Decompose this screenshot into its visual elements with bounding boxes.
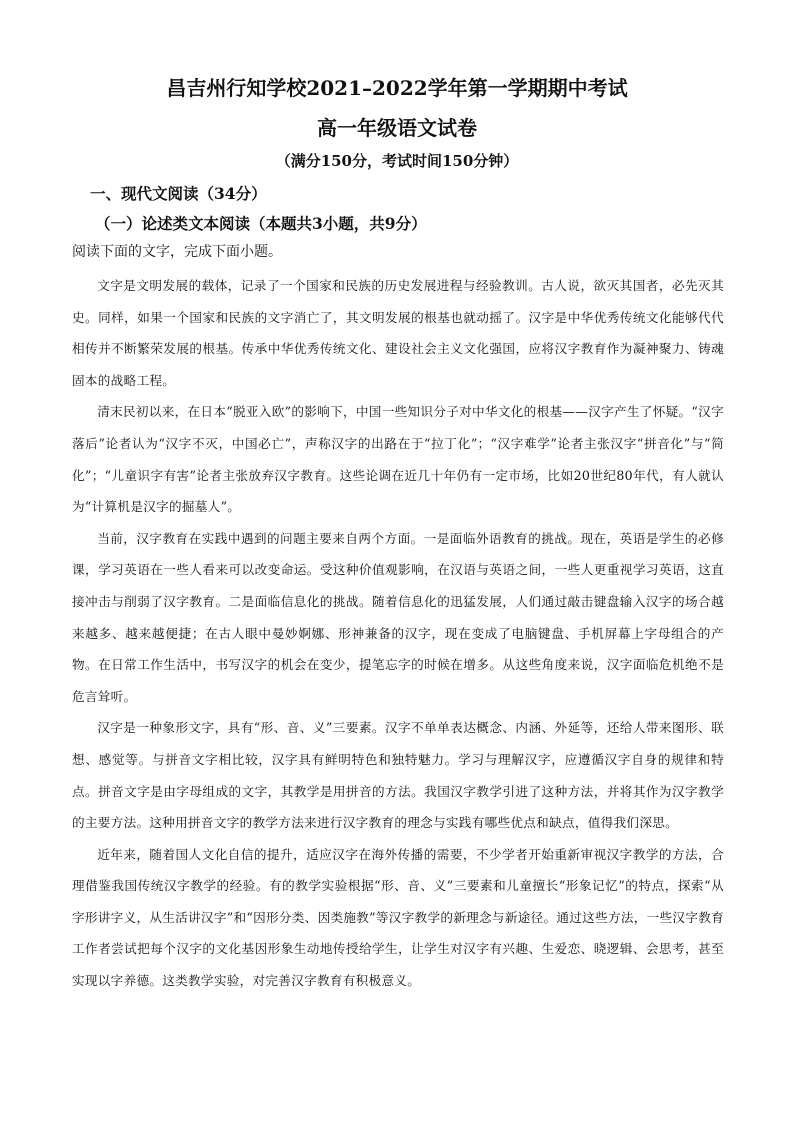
- passage-paragraph-2: 清末民初以来，在日本“脱亚入欧”的影响下，中国一些知识分子对中华文化的根基——汉字产生了怀疑。“汉字落后”论者认为“汉字不灭，中国必亡”，声称汉字的出路在于“拉丁化”；“汉字难学”论者主张汉字“拼音化”与“简化”；“儿童识字有害”论者主张放弃汉字教育。这些论调在近几十年仍有一定市场，比如20世纪80年代，有人就认为“计算机是汉字的掘墓人”。: [72, 404, 724, 515]
- passage-body: [72, 270, 724, 997]
- exam-title: 昌吉州行知学校2021–2022学年第一学期期中考试: [166, 76, 628, 100]
- reading-instruction: 阅读下面的文字，完成下面小题。: [72, 244, 282, 260]
- passage-paragraph-1: 文字是文明发展的载体，记录了一个国家和民族的历史发展进程与经验教训。古人说，欲灭其国者，必先灭其史。同样，如果一个国家和民族的文字消亡了，其文明发展的根基也就动摇了。汉字是中华优秀传统文化能够代代相传并不断繁荣发展的根基。传承中华优秀传统文化、建设社会主义文化强国，应将汉字教育作为凝神聚力、铸魂固本的战略工程。: [72, 278, 724, 388]
- passage-paragraph-4: 汉字是一种象形文字，具有“形、音、义”三要素。汉字不单单表达概念、内涵、外延等，还给人带来图形、联想、感觉等。与拼音文字相比较，汉字具有鲜明特色和独特魅力。学习与理解汉字，应遵循汉字自身的规律和特点。拼音文字是由字母组成的文字，其教学是用拼音的方法。我国汉字教学引进了这种方法，并将其作为汉字教学的主要方法。这种用拼音文字的教学方法来进行汉字教育的理念与实践有哪些优点和缺点，值得我们深思。: [72, 720, 724, 831]
- subsection-heading: （一）论述类文本阅读（本题共3小题，共9分）: [95, 214, 427, 233]
- score-time-note: （满分150分，考试时间150分钟）: [275, 152, 519, 170]
- passage-paragraph-3: 当前，汉字教育在实践中遇到的问题主要来自两个方面。一是面临外语教育的挑战。现在，英语是学生的必修课，学习英语在一些人看来可以改变命运。受这种价值观影响，在汉语与英语之间，一些人更重视学习英语，这直接冲击与削弱了汉字教育。二是面临信息化的挑战。随着信息化的迅猛发展，人们通过敲击键盘输入汉字的场合越来越多、越来越便捷；在古人眼中曼妙婀娜、形神兼备的汉字，现在变成了电脑键盘、手机屏幕上字母组合的产物。在日常工作生活中，书写汉字的机会在变少，提笔忘字的时候在增多。从这些角度来说，汉字面临危机绝不是危言耸听。: [72, 530, 724, 704]
- passage-paragraph-5: 近年来，随着国人文化自信的提升，适应汉字在海外传播的需要，不少学者开始重新审视汉字教学的方法，合理借鉴我国传统汉字教学的经验。有的教学实验根据“形、音、义”三要素和儿童擅长“形象记忆”的特点，探索“从字形讲字义，从生活讲汉字”和“因形分类、因类施教”等汉字教学的新理念与新途径。通过这些方法，一些汉字教育工作者尝试把每个汉字的文化基因形象生动地传授给学生，让学生对汉字有兴趣、生爱恋、晓逻辑、会思考，甚至实现以字养德。这类教学实验，对完善汉字教育有积极意义。: [72, 846, 725, 989]
- section-heading: 一、现代文阅读（34分）: [90, 184, 267, 203]
- paper-title: 高一年级语文试卷: [317, 116, 477, 140]
